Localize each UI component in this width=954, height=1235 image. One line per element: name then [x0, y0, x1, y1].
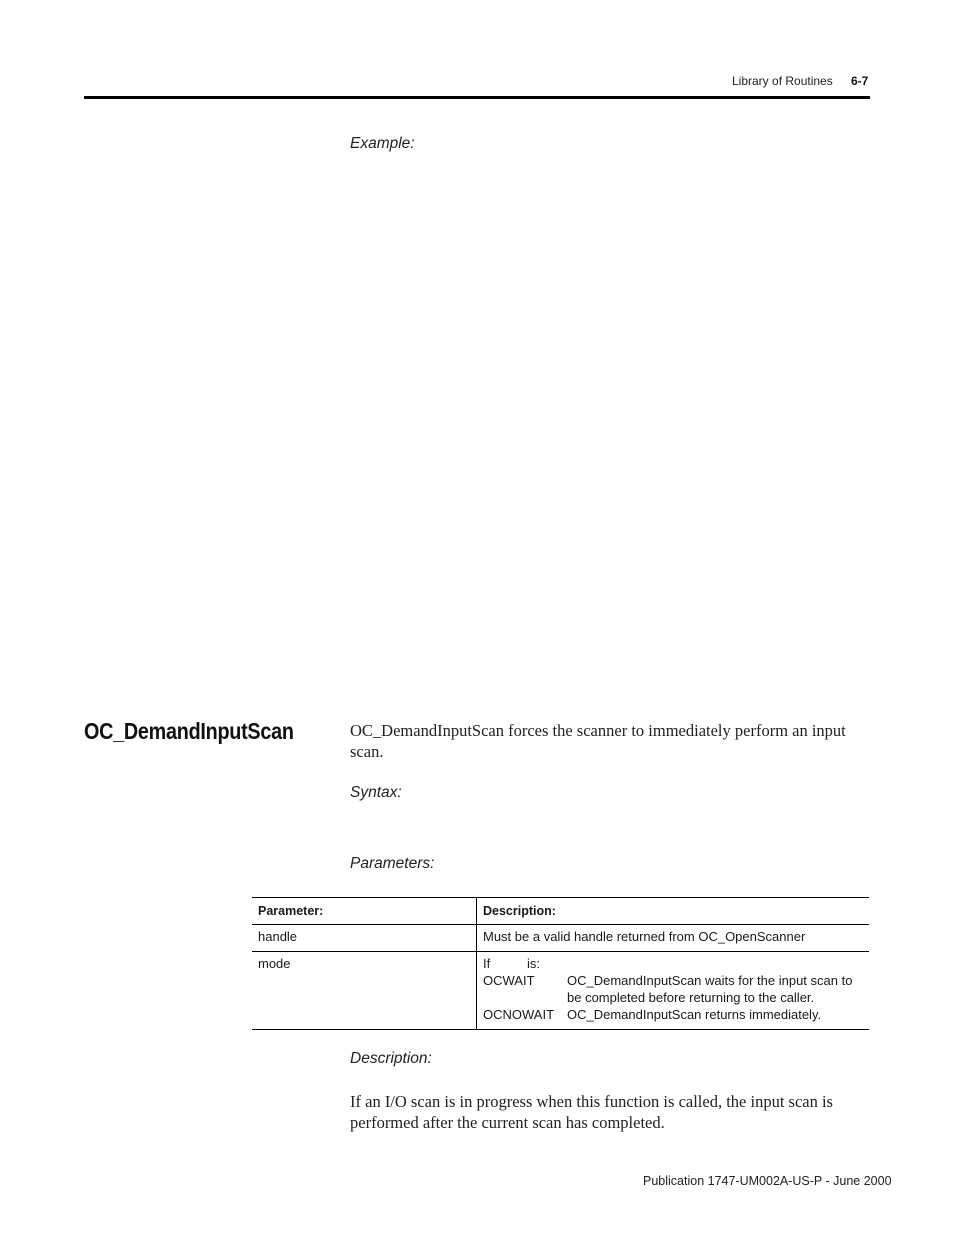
parameter-name: mode — [252, 952, 477, 1030]
option-item — [483, 972, 863, 1006]
running-header-title: Library of Routines — [732, 74, 833, 88]
parameters-label: Parameters: — [350, 855, 435, 872]
table-header-row — [252, 898, 869, 925]
options-intro — [483, 955, 863, 972]
header-rule — [84, 96, 870, 99]
parameters-table — [252, 897, 869, 1030]
column-header-description: Description: — [483, 904, 556, 918]
description-paragraph: If an I/O scan is in progress when this function is called, the input scan is performed after the current scan has completed. — [350, 1092, 833, 1132]
example-label: Example: — [350, 135, 415, 152]
parameter-description — [477, 952, 870, 1030]
if-label: If — [483, 956, 491, 971]
option-item — [483, 1006, 863, 1023]
publication-footer: Publication 1747-UM002A-US-P - June 2000 — [643, 1174, 892, 1188]
is-label: is: — [527, 956, 540, 971]
section-heading: OC_DemandInputScan — [84, 718, 294, 744]
intro-paragraph: OC_DemandInputScan forces the scanner to immediately perform an input scan. — [350, 721, 846, 761]
parameter-name: handle — [252, 925, 477, 952]
table-row — [252, 925, 869, 952]
table-row — [252, 952, 869, 1030]
option-description: OC_DemandInputScan returns immediately. — [567, 1007, 822, 1022]
syntax-label: Syntax: — [350, 784, 402, 801]
option-description: OC_DemandInputScan waits for the input scan to be completed before returning to the caller. — [567, 973, 853, 1005]
option-name: OCWAIT — [483, 973, 535, 988]
column-header-parameter: Parameter: — [252, 898, 477, 925]
page-number: 6-7 — [851, 74, 869, 88]
parameter-description: Must be a valid handle returned from OC_OpenScanner — [483, 929, 806, 944]
description-label: Description: — [350, 1050, 432, 1067]
option-name: OCNOWAIT — [483, 1007, 555, 1022]
